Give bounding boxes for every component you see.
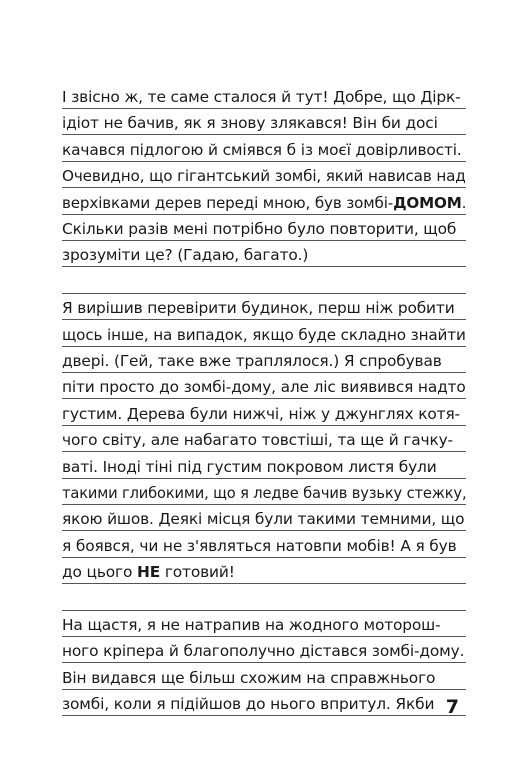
- line-text: [62, 563, 235, 581]
- line-text: І звісно ж, те саме сталося й тут! Добре, що Дірк-: [62, 88, 461, 106]
- line-text: зрозуміти це? (Гадаю, багато.): [62, 246, 309, 265]
- ruled-line: [62, 320, 466, 347]
- ruled-line: [62, 531, 466, 558]
- line-text: зомбі, коли я підійшов до нього впритул. Якби: [62, 695, 435, 714]
- ruled-line: [62, 478, 466, 505]
- ruled-line: [62, 584, 466, 611]
- line-text: ідіот не бачив, як я знову злякався! Він би досі: [62, 114, 438, 133]
- ruled-line: [62, 372, 466, 399]
- line-text-part: до цього: [62, 563, 137, 582]
- line-text: Скільки разів мені потрібно було повторити, щоб: [62, 220, 457, 238]
- ruled-line: [62, 452, 466, 479]
- emphasis-text: НЕ: [136, 563, 161, 582]
- ruled-line: [62, 214, 466, 241]
- ruled-line: [62, 399, 466, 426]
- ruled-line: [62, 689, 466, 716]
- line-text: ваті. Іноді тіні під густим покровом листя були: [62, 457, 437, 476]
- line-text: [62, 167, 466, 185]
- ruled-line: [62, 267, 466, 294]
- ruled-line: [62, 425, 466, 452]
- line-text: ного кріпера й благополучно дістався зомбі-дому.: [62, 642, 465, 661]
- line-text-part: верхівками дерев переді мною, був зомбі-: [62, 193, 394, 212]
- ruled-line: [62, 188, 466, 215]
- ruled-line: [62, 293, 466, 320]
- line-text: двері. (Гей, таке вже траплялося.) Я спробував: [62, 352, 442, 370]
- line-text: Я вирішив перевірити будинок, перш ніж робити: [62, 299, 455, 318]
- line-text: щось інше, на випадок, якщо буде складно знайти: [62, 325, 466, 344]
- ruled-line: [62, 663, 466, 690]
- ruled-line: [62, 82, 466, 109]
- line-text: такими глибокими, що я ледве бачив вузьку стежку,: [62, 484, 467, 502]
- line-text: я боявся, чи не з'являться натовпи мобів! А я був: [62, 536, 457, 555]
- emphasis-text: ДОМОМ: [393, 193, 462, 212]
- line-text: чого світу, але набагато товстіші, та ще й гачку-: [62, 431, 453, 450]
- line-text: якою йшов. Деякі місця були такими темними, що: [62, 510, 465, 529]
- ruled-line: [62, 240, 466, 267]
- line-text: качався підлогою й сміявся б із моєї довірливості.: [62, 140, 462, 159]
- line-text: [62, 194, 466, 212]
- line-text-part: Очевидно, що гігантський зомбі, який нависав над: [62, 167, 466, 186]
- ruled-line: [62, 161, 466, 188]
- line-text: Він видався ще більш схожим на справжнього: [62, 668, 436, 687]
- line-text: На щастя, я не натрапив на жодного моторош-: [62, 616, 441, 634]
- ruled-line: [62, 610, 466, 637]
- ruled-line: [62, 108, 466, 135]
- ruled-line: [62, 636, 466, 663]
- page-number: 7: [445, 696, 459, 718]
- line-text: піти просто до зомбі-дому, але ліс виявився надто: [62, 378, 466, 397]
- line-text-part: .: [461, 193, 467, 212]
- ruled-line: [62, 135, 466, 162]
- line-text: густим. Дерева були нижчі, ніж у джунглях котя-: [62, 404, 460, 423]
- ruled-line: [62, 557, 466, 584]
- ruled-line: [62, 504, 466, 531]
- line-text-part: готовий!: [160, 563, 235, 582]
- ruled-line: [62, 346, 466, 373]
